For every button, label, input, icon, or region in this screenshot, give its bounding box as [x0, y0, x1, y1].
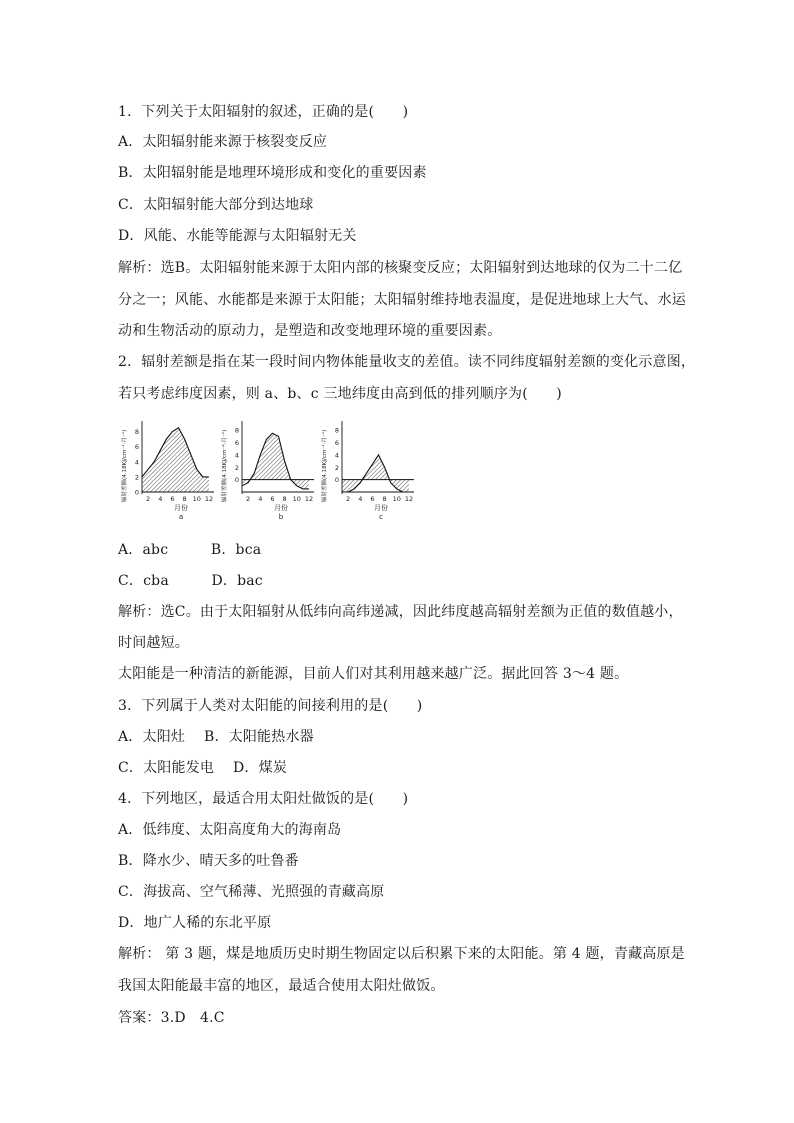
y-tick-label: 8	[334, 426, 339, 435]
x-tick-label: 12	[304, 495, 314, 503]
panel-label: a	[178, 513, 184, 521]
x-tick-label: 6	[270, 495, 275, 503]
x-tick-label: 12	[204, 495, 214, 503]
answer-line: 答案：3.D 4.C	[118, 1010, 225, 1026]
q2-stem-line1: 2．辐射差额是指在某一段时间内物体能量收支的差值。读不同纬度辐射差额的变化示意图，	[118, 354, 696, 370]
q1-option-a: A．太阳辐射能来源于核裂变反应	[118, 134, 328, 150]
y-tick-label: 0	[134, 488, 139, 497]
x-tick-label: 12	[404, 495, 414, 503]
y-tick-label: 4	[134, 458, 139, 467]
y-axis-label: 辐射差额(4.18KJ/cm⁻²·月⁻¹)	[322, 429, 328, 503]
x-tick-label: 2	[246, 495, 251, 503]
q2-analysis-line2: 时间越短。	[118, 635, 189, 651]
q3-stem: 3．下列属于人类对太阳能的间接利用的是( )	[118, 698, 423, 714]
chart-panel-b	[218, 418, 318, 530]
x-tick-label: 2	[146, 495, 151, 503]
q3-options-line2: C．太阳能发电 D．煤炭	[118, 760, 287, 776]
chart-panel-a	[118, 418, 218, 530]
q2-analysis-line1: 解析：选C。由于太阳辐射从低纬向高纬递减，因此纬度越高辐射差额为正值的数值越小，	[118, 604, 683, 620]
x-tick-label: 4	[358, 495, 363, 503]
q1-analysis-line1: 解析：选B。太阳辐射能来源于太阳内部的核聚变反应；太阳辐射到达地球的仅为二十二亿	[118, 260, 683, 276]
x-tick-label: 10	[292, 495, 301, 503]
chart-a-svg	[118, 418, 218, 530]
q4-analysis-line1: 解析： 第 3 题，煤是地质历史时期生物固定以后积累下来的太阳能。第 4 题，青藏高原是	[118, 946, 685, 962]
q1-stem: 1．下列关于太阳辐射的叙述，正确的是( )	[118, 104, 409, 120]
y-tick-label: 6	[334, 439, 339, 448]
y-tick-label: 0	[334, 476, 339, 485]
radiation-balance-figure	[118, 418, 418, 530]
q4-stem: 4．下列地区，最适合用太阳灶做饭的是( )	[118, 791, 409, 807]
q4-analysis-line2: 我国太阳能最丰富的地区，最适合使用太阳灶做饭。	[118, 978, 445, 994]
radiation-area	[142, 428, 209, 492]
x-tick-label: 4	[158, 495, 163, 503]
x-axis-label: 月份	[374, 504, 388, 512]
x-axis-label: 月份	[174, 504, 188, 512]
q1-analysis-line3: 动和生物活动的原动力，是塑造和改变地理环境的重要因素。	[118, 323, 502, 339]
group-intro: 太阳能是一种清洁的新能源，目前人们对其利用越来越广泛。据此回答 3～4 题。	[118, 666, 629, 682]
x-tick-label: 8	[282, 495, 287, 503]
y-tick-label: 6	[234, 439, 239, 448]
x-tick-label: 6	[370, 495, 375, 503]
x-tick-label: 10	[192, 495, 201, 503]
q4-option-c: C．海拔高、空气稀薄、光照强的青藏高原	[118, 884, 385, 900]
x-axis-label: 月份	[274, 504, 288, 512]
q1-analysis-line2: 分之一；风能、水能都是来源于太阳能；太阳辐射维持地表温度，是促进地球上大气、水运	[118, 292, 686, 308]
q3-options-line1: A．太阳灶 B．太阳能热水器	[118, 729, 314, 745]
y-tick-label: 0	[234, 476, 239, 485]
x-tick-label: 8	[382, 495, 387, 503]
y-tick-label: 8	[234, 426, 239, 435]
y-tick-label: 2	[334, 463, 339, 472]
panel-label: b	[278, 513, 284, 521]
x-tick-label: 6	[170, 495, 175, 503]
q2-stem-line2: 若只考虑纬度因素，则 a、b、c 三地纬度由高到低的排列顺序为( )	[118, 386, 562, 402]
y-tick-label: 2	[134, 473, 139, 482]
q4-option-d: D．地广人稀的东北平原	[118, 915, 272, 931]
x-tick-label: 10	[392, 495, 401, 503]
chart-panel-c	[318, 418, 418, 530]
y-tick-label: 6	[134, 443, 139, 452]
q1-option-d: D．风能、水能等能源与太阳辐射无关	[118, 228, 357, 244]
q2-options-line1: A．abc B．bca	[118, 542, 262, 558]
y-axis-label: 辐射差额(4.18KJ/cm⁻²·月⁻¹)	[222, 429, 228, 503]
x-tick-label: 4	[258, 495, 263, 503]
q4-option-b: B．降水少、晴天多的吐鲁番	[118, 853, 299, 869]
q4-option-a: A．低纬度、太阳高度角大的海南岛	[118, 822, 342, 838]
y-tick-label: 2	[234, 463, 239, 472]
q1-option-b: B．太阳辐射能是地理环境形成和变化的重要因素	[118, 165, 427, 181]
chart-b-svg	[218, 418, 318, 530]
x-tick-label: 2	[346, 495, 351, 503]
q2-options-line2: C．cba D．bac	[118, 573, 263, 589]
y-tick-label: 4	[334, 451, 339, 460]
y-tick-label: 8	[134, 428, 139, 437]
y-axis-label: 辐射差额(4.18KJ/cm⁻²·月⁻¹)	[122, 429, 128, 503]
chart-c-svg	[318, 418, 418, 530]
panel-label: c	[379, 513, 383, 521]
x-tick-label: 8	[182, 495, 187, 503]
y-tick-label: 4	[234, 451, 239, 460]
q1-option-c: C．太阳辐射能大部分到达地球	[118, 197, 314, 213]
radiation-area	[242, 433, 309, 489]
